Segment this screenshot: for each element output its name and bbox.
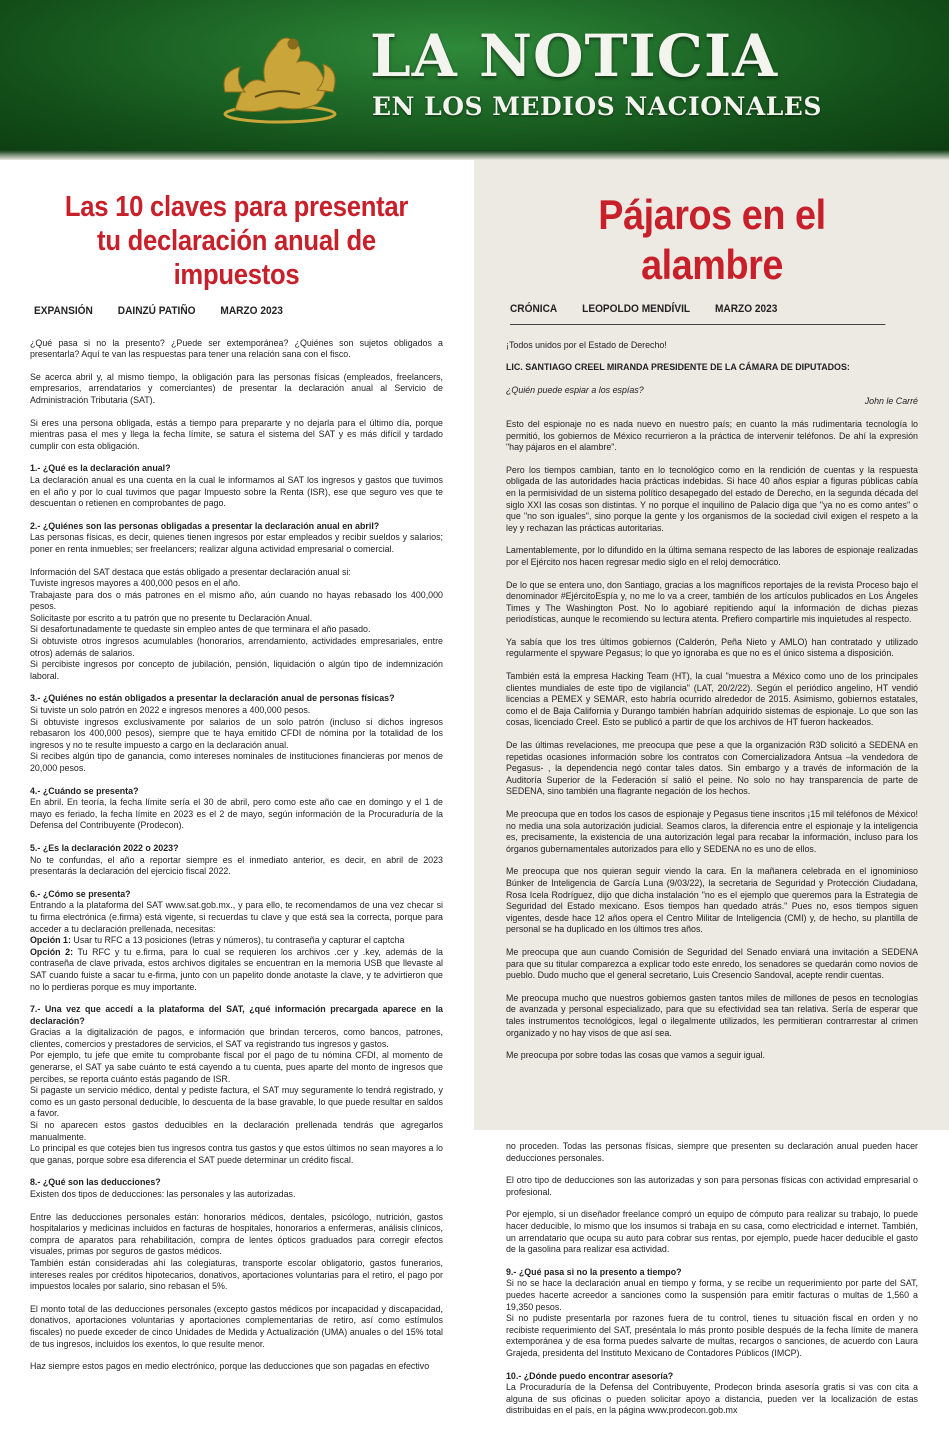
list-item: Si obtuviste ingresos exclusivamente por salarios de un solo patrón (incluso si dichos ingresos rebasaron los 400,000 pesos), siempre que te haya emitido CFDI de nómina por la totalidad de los ingresos y no te resulte impuesto a cargo en la declaración anual.: [30, 716, 443, 750]
paragraph: Me preocupa mucho que nuestros gobiernos gasten tantos miles de millones de pesos en tecnologías de avanzada y personal especializado, para que su efectividad sea tan relativa. Sería de esperar que tales instrumentos tecnológicos, legal o ilegalmente utilizados, les permitieran contrarrestar al crimen organizado y no hay visos de que así sea.: [506, 992, 918, 1038]
paragraph: no proceden. Todas las personas físicas, siempre que presenten su declaración anual pueden hacer deducciones personales.: [506, 1141, 918, 1163]
section-heading: 2.- ¿Quiénes son las personas obligadas a presentar la declaración anual en abril?: [30, 520, 380, 531]
paragraph: Se acerca abril y, al mismo tiempo, la obligación para las personas físicas (empleados, freelancers, empresarios, arrendatarios y comerciantes) de presentar la declaración anual al Servicio de Administración Tributaria (SAT).: [30, 371, 443, 405]
section-heading: 8.- ¿Qué son las deducciones?: [30, 1177, 161, 1188]
right-date: MARZO 2023: [714, 303, 778, 315]
paragraph: Entre las deducciones personales están: honorarios médicos, dentales, psicólogo, nutrición, gastos hospitalarios y medicinas incluidos en facturas de hospitales, honorarios a enfermeras, análisis clínicos, compra de aparatos para rehabilitación, compra de lentes ópticos graduados para corregir efectos visuales, primas por seguros de gastos médicos.: [30, 1211, 443, 1257]
paragraph: ¡Todos unidos por el Estado de Derecho!: [506, 339, 667, 350]
paragraph: No te confundas, el año a reportar siempre es el inmediato anterior, es decir, en abril de 2023 presentarás la declaración del ejercicio fiscal 2022.: [30, 854, 443, 877]
paragraph: Haz siempre estos pagos en medio electrónico, porque las deducciones que son pagadas en efectivo: [30, 1361, 430, 1372]
masthead-subtitle: EN LOS MEDIOS NACIONALES: [372, 92, 822, 121]
paragraph: Ya sabía que los tres últimos gobiernos (Calderón, Peña Nieto y AMLO) han contratado y utilizado regularmente el spyware Pegasus; lo que yo ignoraba es que no es el único sistema a disposición.: [506, 636, 918, 659]
epigraph: ¿Quién puede espiar a los espías?: [506, 384, 644, 395]
section-heading: 3.- ¿Quiénes no están obligados a presentar la declaración anual de personas físicas?: [30, 693, 395, 704]
section-heading: 5.- ¿Es la declaración 2022 o 2023?: [30, 842, 179, 853]
paragraph: Me preocupa que aun cuando Comisión de Seguridad del Senado enviará una invitación a SEDENA para que su titular comparezca a explicar todo este enredo, los senadores se quedarán como novios de pueblo. Dudo mucho que el general secretario, Luis Cresencio Sandoval, acepte rendir cuentas.: [506, 946, 918, 981]
addressee: LIC. SANTIAGO CREEL MIRANDA PRESIDENTE DE LA CÁMARA DE DIPUTADOS:: [506, 362, 850, 373]
section-heading: 10.- ¿Dónde puedo encontrar asesoría?: [506, 1370, 674, 1381]
paragraph: También están consideradas ahí las colegiaturas, transporte escolar obligatorio, gastos funerarios, intereses reales por créditos hipotecarios, donativos, aportaciones voluntarias para el retiro, el pago por impuestos locales por salario, sino rebasan el 5%.: [30, 1257, 443, 1292]
paragraph: Si pagaste un servicio médico, dental y pediste factura, el SAT muy seguramente lo tendrá registrado, y como es un gasto personal deducible, lo descuenta de la base gravable, lo que puede resultar en saldos a favor.: [30, 1085, 443, 1119]
paragraph: Me preocupa que en todos los casos de espionaje y Pegasus tiene inscritos ¡15 mil teléfonos de México! no media una sola autorización judicial. Seamos claros, la diferencia entre el espionaje y la inteligencia es, precisamente, la existencia de una autorización legal para recabar la información, incluso para los órganos gubernamentales autorizados para ello y SEDENA no es uno de ellos.: [506, 809, 918, 854]
list-item: Si tuviste un solo patrón en 2022 e ingresos menores a 400,000 pesos.: [30, 705, 311, 716]
list-item: Si recibes algún tipo de ganancia, como intereses nominales de instituciones financieras por menos de 20,000 pesos.: [30, 751, 443, 773]
left-headline: [51, 190, 423, 292]
left-headline-line2: tu declaración anual de impuestos: [97, 225, 376, 291]
left-article-continued: [506, 1141, 918, 1428]
list-item: Si desafortunadamente te quedaste sin empleo antes de que terminara el año pasado.: [30, 624, 371, 635]
option-1-text: Usar tu RFC a 13 posiciones (letras y números), tu contraseña y capturar el captcha: [70, 935, 405, 946]
right-section: CRÓNICA: [510, 303, 558, 315]
section-heading: 9.- ¿Qué pasa si no la presento a tiempo?: [506, 1266, 682, 1277]
paragraph: Si no pudiste presentarla por razones fuera de tu control, tienes tu situación fiscal en orden y no recibiste requerimiento del SAT, preséntala lo más pronto posible después de la fecha límite de manera extemporánea y de esa forma puedes salvarte de multas, recargos o sanciones, de acuerdo con Laura Grajeda, presidenta del Instituto Mexicano de Contadores Públicos (IMCP).: [506, 1313, 918, 1358]
option-1-label: Opción 1:: [30, 935, 71, 946]
option-1: [30, 935, 443, 947]
epigraph-author: John le Carré: [864, 396, 918, 407]
option-2-label: Opción 2:: [30, 946, 74, 957]
left-author: DAINZÚ PATIÑO: [117, 305, 196, 317]
paragraph: De lo que se entera uno, don Santiago, gracias a los magníficos reportajes de la revista Proceso bajo el denominador #EjércitoEspía y, no me lo va a creer, también de los artículos publicados en Los Ángeles Times y The Washington Post. No lo agobiaré repitiendo aquí la información de dichas piezas periodísticas, aunque le recomiendo su lectura atenta. Prefiero compartirle mis inquietudes al respecto.: [506, 579, 918, 625]
right-article: [506, 190, 918, 1073]
left-article: [30, 190, 443, 1384]
list-item: Trabajaste para dos o más patrones en el mismo año, aún cuando no hayas rebasado los 400,000 pesos.: [30, 589, 443, 612]
paragraph: Información del SAT destaca que estás obligado a presentar declaración anual si:: [30, 566, 351, 577]
paragraph: Existen dos tipos de deducciones: las personales y las autorizadas.: [30, 1189, 296, 1199]
option-2-text: Tu RFC y tu e.firma, para lo cual se requieren los archivos .cer y .key, además de la contraseña de clave privada, estos archivos digitales se encuentran en la memoria USB que llevaste al SAT cuando fuiste a sacar tu e-firma, junto con un papelito donde anotaste la clave, y te advirtieron que no lo perdieras porque es muy importante.: [30, 946, 443, 992]
paragraph: En abril. En teoría, la fecha límite sería el 30 de abril, pero como este año cae en domingo y el 1 de mayo es feriado, la fecha límite en 2023 es el 2 de mayo, según información de la Procuraduría de la Defensa del Contribuyente (Prodecon).: [30, 797, 443, 831]
paragraph: La declaración anual es una cuenta en la cual le informamos al SAT los ingresos y gastos que tuvimos en el año y por lo cual tuvimos que pagar Impuesto sobre la Renta (ISR), ese que seguro ves que te descuentan o retienen en comprobantes de pago.: [30, 474, 443, 509]
left-date: MARZO 2023: [220, 305, 283, 317]
left-byline: [34, 306, 410, 318]
list-item: Solicitaste por escrito a tu patrón que no presente tu Declaración Anual.: [30, 612, 313, 623]
paragraph: Las personas físicas, es decir, quienes tienen ingresos por estar empleados y recibir sueldos y salarios; poner en renta inmuebles; ser freelancers; realizar alguna actividad empresarial o comercial.: [30, 532, 443, 554]
paragraph: Entrando a la plataforma del SAT www.sat.gob.mx., y para ello, te recomendamos de una vez checar si tu firma electrónica (e.firma) está vigente, si recuerdas tu clave y que está sea la correcta, porque para acceder a tu declaración prellenada, necesitas:: [30, 900, 443, 934]
section-heading: 1.- ¿Qué es la declaración anual?: [30, 463, 171, 474]
section-heading: 6.- ¿Cómo se presenta?: [30, 888, 131, 899]
right-byline: [510, 304, 885, 325]
section-heading: 7.- Una vez que accedí a la plataforma del SAT, ¿qué información precargada aparece en la declaración?: [30, 1004, 443, 1026]
mexican-eagle-emblem-icon: [205, 22, 355, 127]
option-2: [30, 947, 443, 993]
right-author: LEOPOLDO MENDÍVIL: [582, 303, 691, 315]
list-item: Si percibiste ingresos por concepto de jubilación, pensión, liquidación o algún tipo de indemnización laboral.: [30, 659, 443, 681]
paragraph: El monto total de las deducciones personales (excepto gastos médicos por incapacidad y discapacidad, donativos, aportaciones voluntarias y aportaciones complementarias de retiro, así como estímulos fiscales) no puede exceder de cinco Unidades de Medida y Actualización (UMA) anuales o del 15% total de tus ingresos, incluidos los exentos, lo que resulte menor.: [30, 1303, 443, 1349]
paragraph: También está la empresa Hacking Team (HT), la cual "muestra a México como uno de los principales clientes mundiales de este tipo de vigilancia" (LAT, 20/2/22). Según el periódico angelino, HT vendió licencias a PEMEX y SEMAR, esto habría ocurrido alrededor de 2015. Asimismo, gobiernos estatales, como el de Baja California y Durango también habrían adquirido sistemas de espionaje. Lo que son las cosas, licenciado Creel. Esto se publicó a partir de que los archivos de HT fueron hackeados.: [506, 671, 918, 728]
paragraph: Si eres una persona obligada, estás a tiempo para prepararte y no dejarla para el último día, porque mientras pasa el mes y llega la fecha límite, se satura el sistema del SAT y es más difícil y tardado cumplir con esta obligación.: [30, 417, 443, 451]
section-heading: 4.- ¿Cuándo se presenta?: [30, 785, 139, 796]
paragraph: Esto del espionaje no es nada nuevo en nuestro país; en cuanto la más rudimentaria tecnología lo permitió, los gobiernos de México recurrieron a la práctica de intervenir teléfonos. De ahí la expresión "hay pájaros en el alambre".: [506, 418, 918, 453]
paragraph: Me preocupa que nos quieran seguir viendo la cara. En la mañanera celebrada en el ignominioso Búnker de Inteligencia de García Luna (9/03/22), la secretaria de Seguridad y Protección Ciudadana, Rosa Icela Rodríguez, dijo que dicha instalación "no es el ejemplo que queremos para la Estrategia de Seguridad del Estado mexicano. Esos tiempos han quedado atrás." Pues no, esos tiempos siguen vigentes, desde hace 12 años opera el Centro Militar de Inteligencia (CMI) y, de hecho, su plantilla de personal se ha duplicado en los últimos tres años.: [506, 866, 918, 935]
left-source: EXPANSIÓN: [34, 305, 93, 317]
paragraph: Si no aparecen estos gastos deducibles en la declaración prellenada tendrás que agregarlos manualmente.: [30, 1120, 443, 1142]
masthead: [0, 0, 949, 160]
paragraph: El otro tipo de deducciones son las autorizadas y son para personas físicas con actividad empresarial o profesional.: [506, 1175, 918, 1197]
paragraph: Gracias a la digitalización de pagos, e información que brindan terceros, como bancos, patrones, clientes, comercios y prestadores de servicios, el SAT va registrando tus ingresos y gastos.: [30, 1027, 443, 1049]
list-item: Si obtuviste otros ingresos acumulables (honorarios, arrendamiento, actividades empresariales, entre otros) además de salarios.: [30, 636, 443, 658]
paragraph: Por ejemplo, tu jefe que emite tu comprobante fiscal por el pago de tu nómina CFDI, al momento de generarse, el SAT ya sabe cuánto te está cayendo a tu cuenta, pues aparte del monto de ingresos que percibes, se reporta cuánto estás pagando de ISR.: [30, 1050, 443, 1084]
right-headline: Pájaros en el alambre: [598, 191, 826, 288]
paragraph: Por ejemplo, si un diseñador freelance compró un equipo de cómputo para realizar su trabajo, lo puede hacer deducible, lo mismo que los insumos si trabaja en su casa, como electricidad e internet. También, un arrendatario que ocupa su auto para cobrar sus rentas, por ejemplo, puede hacer deducible el gasto de la gasolina para realizar esa actividad.: [506, 1209, 918, 1255]
masthead-divider: [0, 150, 949, 160]
paragraph: Pero los tiempos cambian, tanto en lo tecnológico como en la rendición de cuentas y la respuesta obligada de las autoridades hacia prácticas indebidas. Si hace 40 años espiar a figuras públicas cabía en la permisividad de un sistema político desapegado del estado de Derecho, en la segunda década del siglo XXI las cosas son distintas. Y no porque el inquilino de Palacio diga que "ya no es como antes" o que "no son iguales", sino porque la gente y los organismos de la sociedad civil exigen el respeto a la ley y rechazan las prácticas autoritarias.: [506, 464, 918, 533]
paragraph: Lamentablemente, por lo difundido en la última semana respecto de las labores de espionaje realizadas por el Ejército nos hacen regresar medio siglo en el reloj democrático.: [506, 545, 918, 567]
paragraph: Si no se hace la declaración anual en tiempo y forma, y se recibe un requerimiento por parte del SAT, puedes hacerte acreedor a sanciones como la suspensión para emitir facturas o multas de 1,560 a 19,350 pesos.: [506, 1278, 918, 1312]
paragraph: Lo principal es que cotejes bien tus ingresos contra tus gastos y que estos últimos no sean mayores a lo que ganas, porque sobre esa diferencia el SAT puede determinar un crédito fiscal.: [30, 1143, 443, 1165]
list-item: Tuviste ingresos mayores a 400,000 pesos en el año.: [30, 578, 241, 589]
masthead-title: LA NOTICIA: [370, 22, 779, 90]
paragraph: La Procuraduría de la Defensa del Contribuyente, Prodecon brinda asesoría gratis si vas con cita a alguna de sus oficinas o pueden solicitar apoyo a distancia, pueden ver la localización de estas distribuidas en el país, en la página www.prodecon.gob.mx: [506, 1382, 918, 1416]
paragraph: Me preocupa por sobre todas las cosas que vamos a seguir igual.: [506, 1050, 766, 1061]
left-headline-line1: Las 10 claves para presentar: [64, 191, 409, 223]
paragraph: ¿Qué pasa si no la presento? ¿Puede ser extemporánea? ¿Quiénes son sujetos obligados a presentarla? Aquí te van las respuestas para tener una relación sana con el fisco.: [30, 337, 443, 360]
paragraph: De las últimas revelaciones, me preocupa que pese a que la organización R3D solicitó a SEDENA en repetidas ocasiones información sobre los contratos con Comercializadora Antsua –la vendedora de Pegasus- , la dependencia negó contar tales datos. Sin embargo y a través de información de la Auditoría Superior de la Federación sí salió el peine. No solo no hay transparencia de parte de SEDENA, sino también una flagrante negación de los hechos.: [506, 740, 918, 797]
